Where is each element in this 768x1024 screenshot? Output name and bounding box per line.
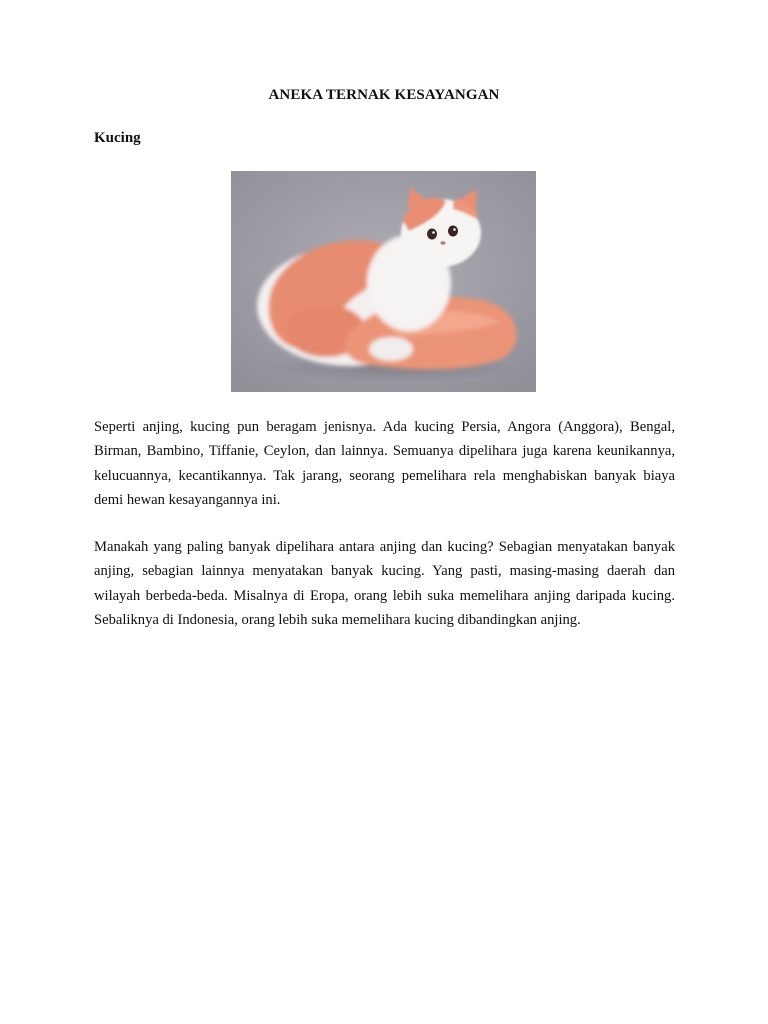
section-heading: Kucing xyxy=(94,130,141,146)
cat-photo xyxy=(231,171,536,392)
paragraph-1: Seperti anjing, kucing pun beragam jenisnya. Ada kucing Persia, Angora (Anggora), Bengal, Birman, Bambino, Tiffanie, Ceylon, dan lainnya. Semuanya dipelihara juga karena keunikannya, kelucuannya, kecantikannya. Tak jarang, seorang pemelihara rela menghabiskan banyak biaya demi hewan kesayangannya ini. xyxy=(94,419,675,509)
paragraph-2: Manakah yang paling banyak dipelihara antara anjing dan kucing? Sebagian menyatakan banyak anjing, sebagian lainnya menyatakan banyak kucing. Yang pasti, masing-masing daerah dan wilayah berbeda-beda. Misalnya di Eropa, orang lebih suka memelihara anjing daripada kucing. Sebaliknya di Indonesia, orang lebih suka memelihara kucing dibandingkan anjing. xyxy=(94,539,675,629)
document-title: ANEKA TERNAK KESAYANGAN xyxy=(268,87,500,103)
